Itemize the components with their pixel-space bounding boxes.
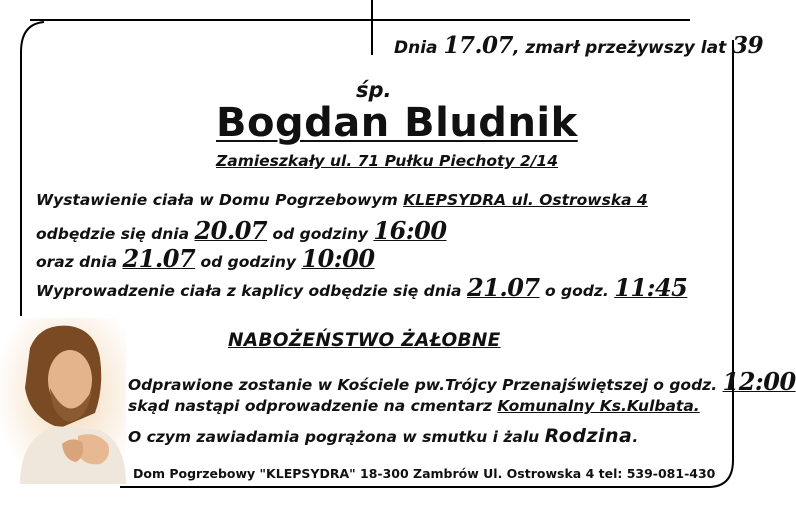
praying-figure-image [0,318,126,484]
church-line [128,367,796,396]
cross-icon [355,0,390,55]
viewing-line [36,191,648,209]
notice-text: O czym zawiadamia pogrążona w smutku i żalu [128,428,540,446]
day2-mid: od godziny [200,253,296,271]
day1-date: 20.07 [194,216,268,245]
procession-text: Wyprowadzenie ciała z kaplicy odbędzie się dnia [36,282,462,300]
day2-prefix: oraz dnia [36,253,118,271]
cemetery-text: skąd nastąpi odprowadzenie na cmentarz [128,397,492,415]
viewing-intro: Wystawienie ciała w Domu Pogrzebowym [36,191,398,209]
deceased-address: Zamieszkały ul. 71 Pułku Piechoty 2/14 [216,152,558,170]
frame-right-border [710,40,733,487]
viewing-place: KLEPSYDRA ul. Ostrowska 4 [403,191,648,209]
death-notice-line [394,32,763,59]
procession-date: 21.07 [466,273,540,302]
cemetery-line [128,397,700,415]
cemetery-name: Komunalny Ks.Kulbata. [497,397,700,415]
procession-mid: o godz. [545,282,609,300]
death-date: 17.07 [443,32,513,59]
deceased-name: Bogdan Bludnik [216,100,578,146]
procession-time: 11:45 [614,273,688,302]
day2-date: 21.07 [122,244,196,273]
funeral-home-footer: Dom Pogrzebowy "KLEPSYDRA" 18-300 Zambrów Ul. Ostrowska 4 tel: 539-081-430 [133,466,716,481]
family-name: Rodzina [544,425,633,447]
church-text: Odprawione zostanie w Kościele pw.Trójcy Przenajświętszej o godz. [128,376,718,394]
church-time: 12:00 [722,367,796,396]
day-prefix: Dnia [394,38,438,58]
procession-line [36,273,687,302]
viewing-day1-line [36,216,447,245]
age: 39 [732,32,764,59]
day1-prefix: odbędzie się dnia [36,225,190,243]
died-text: , zmarł przeżywszy lat [512,38,727,58]
day1-time: 16:00 [373,216,447,245]
day1-mid: od godziny [272,225,368,243]
viewing-day2-line [36,244,375,273]
name-prefix: śp. [356,78,392,102]
notice-line [128,425,638,447]
service-heading: NABOŻEŃSTWO ŻAŁOBNE [228,330,501,351]
day2-time: 10:00 [301,244,375,273]
notice-period: . [632,428,639,446]
